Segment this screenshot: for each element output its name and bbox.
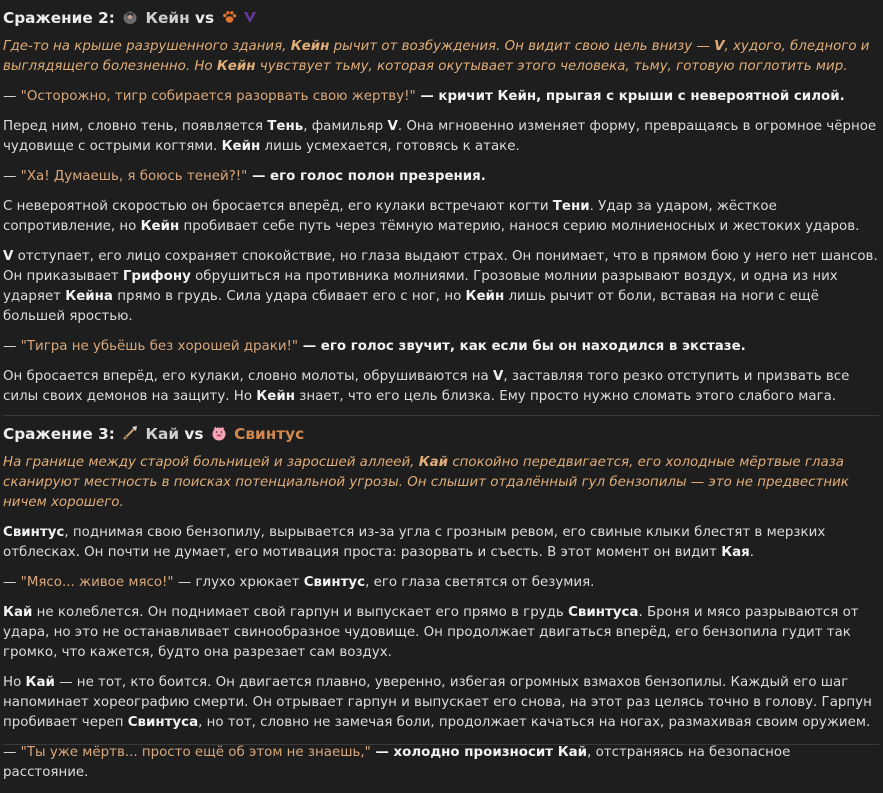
battle-3-paragraph-2: — "Мясо... живое мясо!" — глухо хрюкает Свинтус, его глаза светятся от безумия. — [3, 575, 595, 590]
battle-2-title: Сражение 2: — [3, 9, 115, 27]
battle-3-fighter-a: Кай — [145, 425, 180, 443]
battle-3-intro: На границе между старой больницей и заросшей аллеей, Кай спокойно передвигается, его холодные мёртвые глаза сканируют местность в поисках потенциальной угрозы. Он слышит отдалённый гул бензопилы — это не предвестник ничем хорошего. — [3, 455, 849, 510]
battle-3-heading — [3, 422, 879, 446]
battle-2-paragraph-7: Он бросается вперёд, его кулаки, словно молоты, обрушиваются на V, заставляя того резко отступить и призвать все силы своих демонов на защиту. Но Кейн знает, что его цель близка. Ему просто нужно сломать этого слабого мага. — [3, 369, 850, 404]
chat-content — [3, 0, 879, 793]
battle-2-paragraph-5: V отступает, его лицо сохраняет спокойствие, но глаза выдают страх. Он понимает, что в прямом бою у него нет шансов. Он приказывает Грифону обрушиться на противника молниями. Грозовые молнии разрывают воздух, и одна из них ударяет Кейна прямо в грудь. Сила удара сбивает его с ног, но Кейн лишь рычит от боли, вставая на ноги с ещё большей яростью. — [3, 249, 878, 324]
battle-3-fighter-b: Свинтус — [234, 425, 305, 443]
battle-3-paragraph-4: Но Кай — не тот, кто боится. Он двигается плавно, уверенно, избегая огромных взмахов бензопилы. Каждый его шаг напоминает хореографию смерти. Он отрывает гарпун и выпускает его снова, на этот раз целясь точно в голову. Гарпун пробивает череп Свинтуса, но тот, словно не замечая боли, продолжает качаться на ногах, размахивая своим оружием. — [3, 675, 872, 730]
battle-2-paragraph-3: — "Ха! Думаешь, я боюсь теней?!" — его голос полон презрения. — [3, 169, 486, 184]
battle-2-paragraph-4: С невероятной скоростью он бросается вперёд, его кулаки встречают когти Тени. Удар за ударом, жёсткое сопротивление, но Кейн пробивает себе путь через тёмную материю, нанося серию молниеносных и жестоких ударов. — [3, 199, 860, 234]
battle-2-fighter-a: Кейн — [145, 9, 190, 27]
harpoon-icon — [122, 425, 138, 441]
battle-2-heading — [3, 6, 879, 30]
pig-face-icon — [211, 425, 227, 441]
section-divider — [3, 415, 879, 416]
bottom-divider — [3, 744, 879, 745]
battle-2-paragraph-6: — "Тигра не убьёшь без хорошей драки!" — его голос звучит, как если бы он находился в экстазе. — [3, 339, 746, 354]
gorilla-icon — [122, 9, 138, 25]
battle-3-paragraph-3: Кай не колеблется. Он поднимает свой гарпун и выпускает его прямо в грудь Свинтуса. Броня и мясо разрываются от удара, но это не останавливает свинообразное чудовище. Он продолжает двигаться вперёд, его бензопила гудит так громко, что кажется, будто она разрезает сам воздух. — [3, 605, 859, 660]
battle-2-section — [3, 6, 879, 407]
battle-2-paragraph-2: Перед ним, словно тень, появляется Тень, фамильяр V. Она мгновенно изменяет форму, превращаясь в огромное чёрное чудовище с острыми когтями. Кейн лишь усмехается, готовясь к атаке. — [3, 119, 877, 154]
battle-3-section — [3, 422, 879, 783]
v-icon — [242, 9, 258, 25]
battle-3-paragraph-1: Свинтус, поднимая свою бензопилу, вырывается из-за угла с грозным ревом, его свиные клыки блестят в мерзких отблесках. Он почти не думает, его мотивация проста: разорвать и съесть. В этот момент он видит Кая. — [3, 525, 826, 560]
battle-3-paragraph-5: — "Ты уже мёртв... просто ещё об этом не знаешь," — холодно произносит Кай, отстраняясь на безопасное расстояние. — [3, 745, 791, 780]
battle-2-intro: Где-то на крыше разрушенного здания, Кейн рычит от возбуждения. Он видит свою цель внизу — V, худого, бледного и выглядящего болезненно. Но Кейн чувствует тьму, которая окутывает этого человека, тьму, готовую поглотить мир. — [3, 39, 870, 74]
battle-2-paragraph-1: — "Осторожно, тигр собирается разорвать свою жертву!" — кричит Кейн, прыгая с крыши с невероятной силой. — [3, 89, 845, 104]
paw-icon — [221, 9, 237, 25]
battle-2-vs: vs — [195, 9, 215, 27]
battle-3-title: Сражение 3: — [3, 425, 115, 443]
battle-3-vs: vs — [184, 425, 204, 443]
